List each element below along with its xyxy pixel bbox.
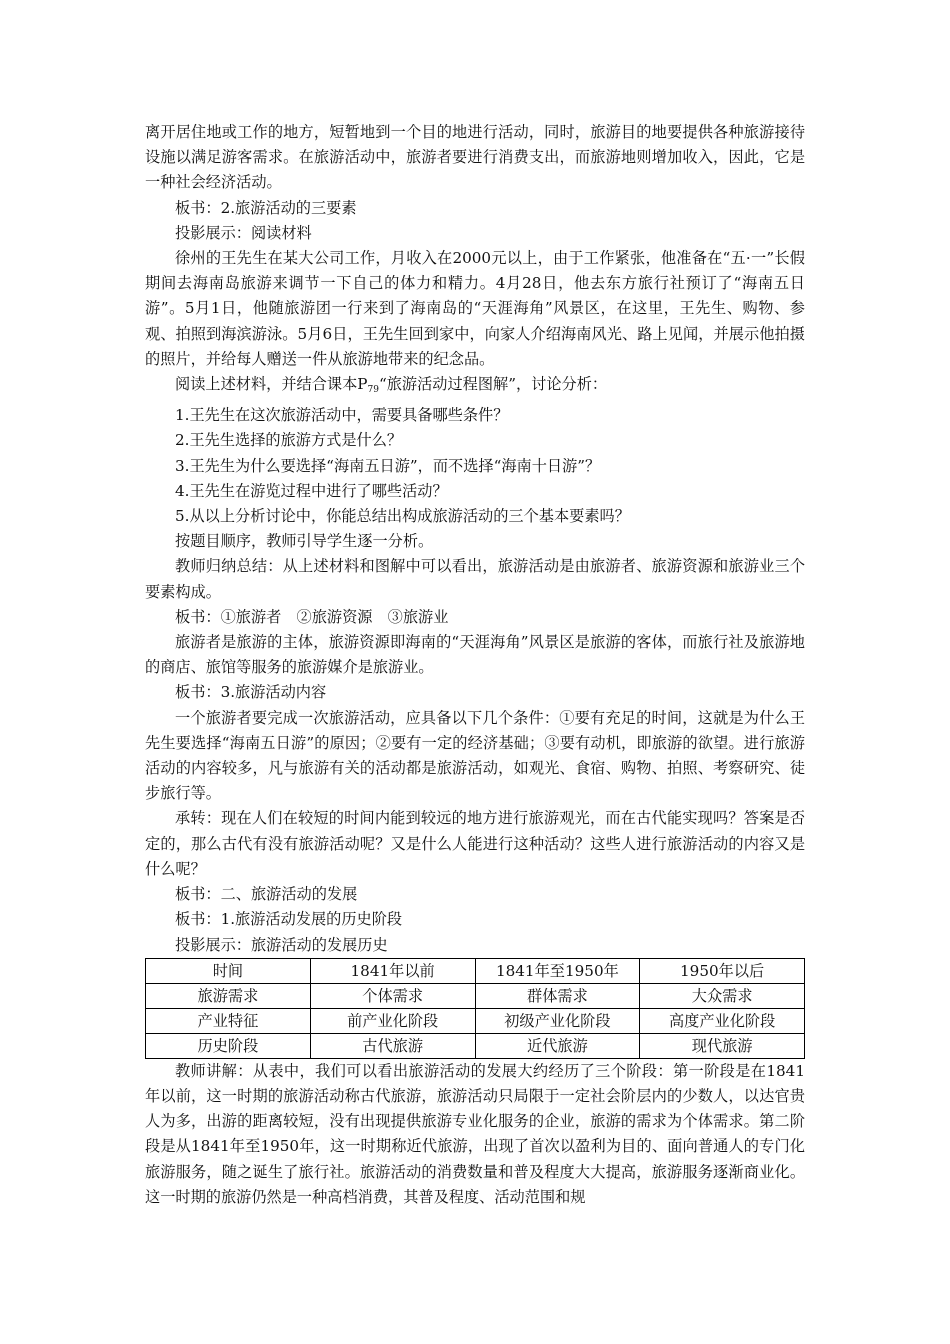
table-cell: 群体需求 (475, 983, 640, 1008)
paragraph: 1.王先生在这次旅游活动中，需要具备哪些条件？ (175, 406, 509, 425)
paragraph: 教师讲解：从表中，我们可以看出旅游活动的发展大约经历了三个阶段：第一阶段是在1841年以前，这一时期的旅游活动称古代旅游，旅游活动只局限于一定社会阶层内的少数人，以达官贵人为多，出游的距离较短，没有出现提供旅游专业化服务的企业，旅游的需求为个体需求。第二阶段是从1841年至1950年，这一时期称近代旅游，出现了首次以盈利为目的、面向普通人的专门化旅游服务，随之诞生了旅行社。旅游活动的消费数量和普及程度大大提高，旅游服务逐渐商业化。这一时期的旅游仍然是一种高档消费，其普及程度、活动范围和规 (145, 1061, 805, 1206)
table-row (146, 1008, 805, 1033)
document-page (145, 120, 805, 1210)
table-cell: 初级产业化阶段 (475, 1008, 640, 1033)
table-cell: 时间 (146, 958, 311, 983)
text-block-bottom (145, 1059, 805, 1210)
paragraph: 教师归纳总结：从上述材料和图解中可以看出，旅游活动是由旅游者、旅游资源和旅游业三个要素构成。 (145, 557, 805, 601)
table-cell: 历史阶段 (146, 1033, 311, 1058)
paragraph: 投影展示：旅游活动的发展历史 (175, 935, 388, 954)
paragraph: 4.王先生在游览过程中进行了哪些活动？ (175, 481, 448, 500)
paragraph: 2.王先生选择的旅游方式是什么？ (175, 431, 403, 450)
history-table (145, 958, 805, 1059)
paragraph: 旅游者是旅游的主体，旅游资源即海南的“天涯海角”风景区是旅游的客体，而旅行社及旅游地的商店、旅馆等服务的旅游媒介是旅游业。 (145, 633, 805, 677)
paragraph: 板书：2.旅游活动的三要素 (175, 198, 357, 217)
paragraph: 一个旅游者要完成一次旅游活动，应具备以下几个条件：①要有充足的时间，这就是为什么王先生要选择“海南五日游”的原因；②要有一定的经济基础；③要有动机，即旅游的欲望。进行旅游活动的内容较多，凡与旅游有关的活动都是旅游活动，如观光、食宿、购物、拍照、考察研究、徒步旅行等。 (145, 708, 805, 803)
table-cell: 古代旅游 (310, 1033, 475, 1058)
text-block-top (145, 120, 805, 372)
paragraph: 5.从以上分析讨论中，你能总结出构成旅游活动的三个基本要素吗？ (175, 507, 630, 526)
reading-instruction (145, 372, 805, 403)
table-cell: 个体需求 (310, 983, 475, 1008)
paragraph: 徐州的王先生在某大公司工作，月收入在2000元以上，由于工作紧张，他准备在“五·一”长假期间去海南岛旅游来调节一下自己的体力和精力。4月28日，他去东方旅行社预订了“海南五日游”。5月1日，他随旅游团一行来到了海南岛的“天涯海角”风景区，在这里，王先生、购物、参观、拍照到海滨游泳。5月6日，王先生回到家中，向家人介绍海南风光、路上见闻，并展示他拍摄的照片，并给每人赠送一件从旅游地带来的纪念品。 (145, 249, 805, 368)
table-cell: 产业特征 (146, 1008, 311, 1033)
page-subscript: 79 (367, 385, 379, 396)
table-cell: 旅游需求 (146, 983, 311, 1008)
instruction-text-end: “旅游活动过程图解”，讨论分析： (378, 375, 608, 394)
paragraph: 离开居住地或工作的地方，短暂地到一个目的地进行活动，同时，旅游目的地要提供各种旅游接待设施以满足游客需求。在旅游活动中，旅游者要进行消费支出，而旅游地则增加收入，因此，它是一种社会经济活动。 (145, 123, 805, 192)
text-block-middle (145, 403, 805, 957)
table-cell: 现代旅游 (640, 1033, 805, 1058)
paragraph: 承转：现在人们在较短的时间内能到较远的地方进行旅游观光，而在古代能实现吗？答案是否定的，那么古代有没有旅游活动呢？又是什么人能进行这种活动？这些人进行旅游活动的内容又是什么呢？ (145, 809, 805, 878)
paragraph: 按题目顺序，教师引导学生逐一分析。 (175, 532, 434, 551)
paragraph: 板书：1.旅游活动发展的历史阶段 (175, 910, 403, 929)
table-cell: 前产业化阶段 (310, 1008, 475, 1033)
paragraph: 板书：①旅游者 ②旅游资源 ③旅游业 (175, 607, 449, 626)
paragraph: 板书：二、旅游活动的发展 (175, 885, 358, 904)
table-cell: 1841年以前 (310, 958, 475, 983)
table-row (146, 958, 805, 983)
table-cell: 1950年以后 (640, 958, 805, 983)
table-row (146, 1033, 805, 1058)
table-cell: 高度产业化阶段 (640, 1008, 805, 1033)
paragraph: 3.王先生为什么要选择“海南五日游”，而不选择“海南十日游”？ (175, 456, 601, 475)
paragraph: 投影展示：阅读材料 (175, 223, 312, 242)
table-cell: 1841年至1950年 (475, 958, 640, 983)
paragraph: 板书：3.旅游活动内容 (175, 683, 327, 702)
instruction-text: 阅读上述材料，并结合课本P (175, 375, 368, 394)
table-cell: 近代旅游 (475, 1033, 640, 1058)
table-row (146, 983, 805, 1008)
table-cell: 大众需求 (640, 983, 805, 1008)
